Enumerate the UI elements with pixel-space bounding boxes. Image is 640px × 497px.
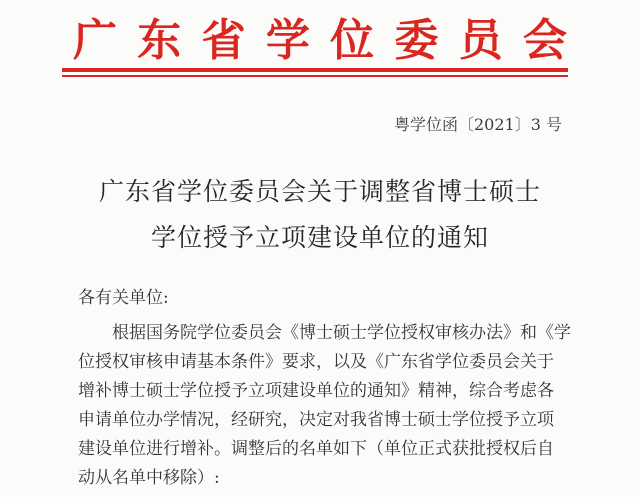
letterhead-char: 员 bbox=[458, 15, 503, 66]
letterhead-char: 位 bbox=[330, 15, 375, 66]
body-line: 根据国务院学位委员会《博士硕士学位授权审核办法》和《学 bbox=[78, 323, 571, 343]
letterhead-char: 委 bbox=[394, 15, 439, 66]
document-title-line-2: 学位授予立项建设单位的通知 bbox=[150, 223, 489, 252]
letterhead-rule-thick bbox=[62, 68, 568, 72]
salutation: 各有关单位: bbox=[78, 288, 169, 308]
body-line: 位授权审核申请基本条件》要求，以及《广东省学位委员会关于 bbox=[78, 352, 554, 372]
letterhead-char: 学 bbox=[265, 15, 310, 66]
letterhead-char: 会 bbox=[522, 15, 567, 66]
letterhead-rule-thin bbox=[62, 75, 568, 77]
letterhead-char: 广 bbox=[73, 15, 117, 66]
body-line: 申请单位办学情况，经研究，决定对我省博士硕士学位授予立项 bbox=[78, 410, 554, 430]
letterhead-char: 省 bbox=[201, 15, 246, 66]
body-line: 动从名单中移除）: bbox=[78, 468, 220, 488]
body-line: 建设单位进行增补。调整后的名单如下（单位正式获批授权后自 bbox=[78, 439, 554, 459]
body-line: 增补博士硕士学位授予立项建设单位的通知》精神，综合考虑各 bbox=[78, 381, 554, 401]
letterhead-char: 东 bbox=[137, 15, 182, 66]
document-title-line-1: 广东省学位委员会关于调整省博士硕士 bbox=[98, 177, 541, 206]
letterhead-title bbox=[70, 8, 570, 64]
document-number: 粤学位函〔2021〕3 号 bbox=[394, 115, 562, 134]
